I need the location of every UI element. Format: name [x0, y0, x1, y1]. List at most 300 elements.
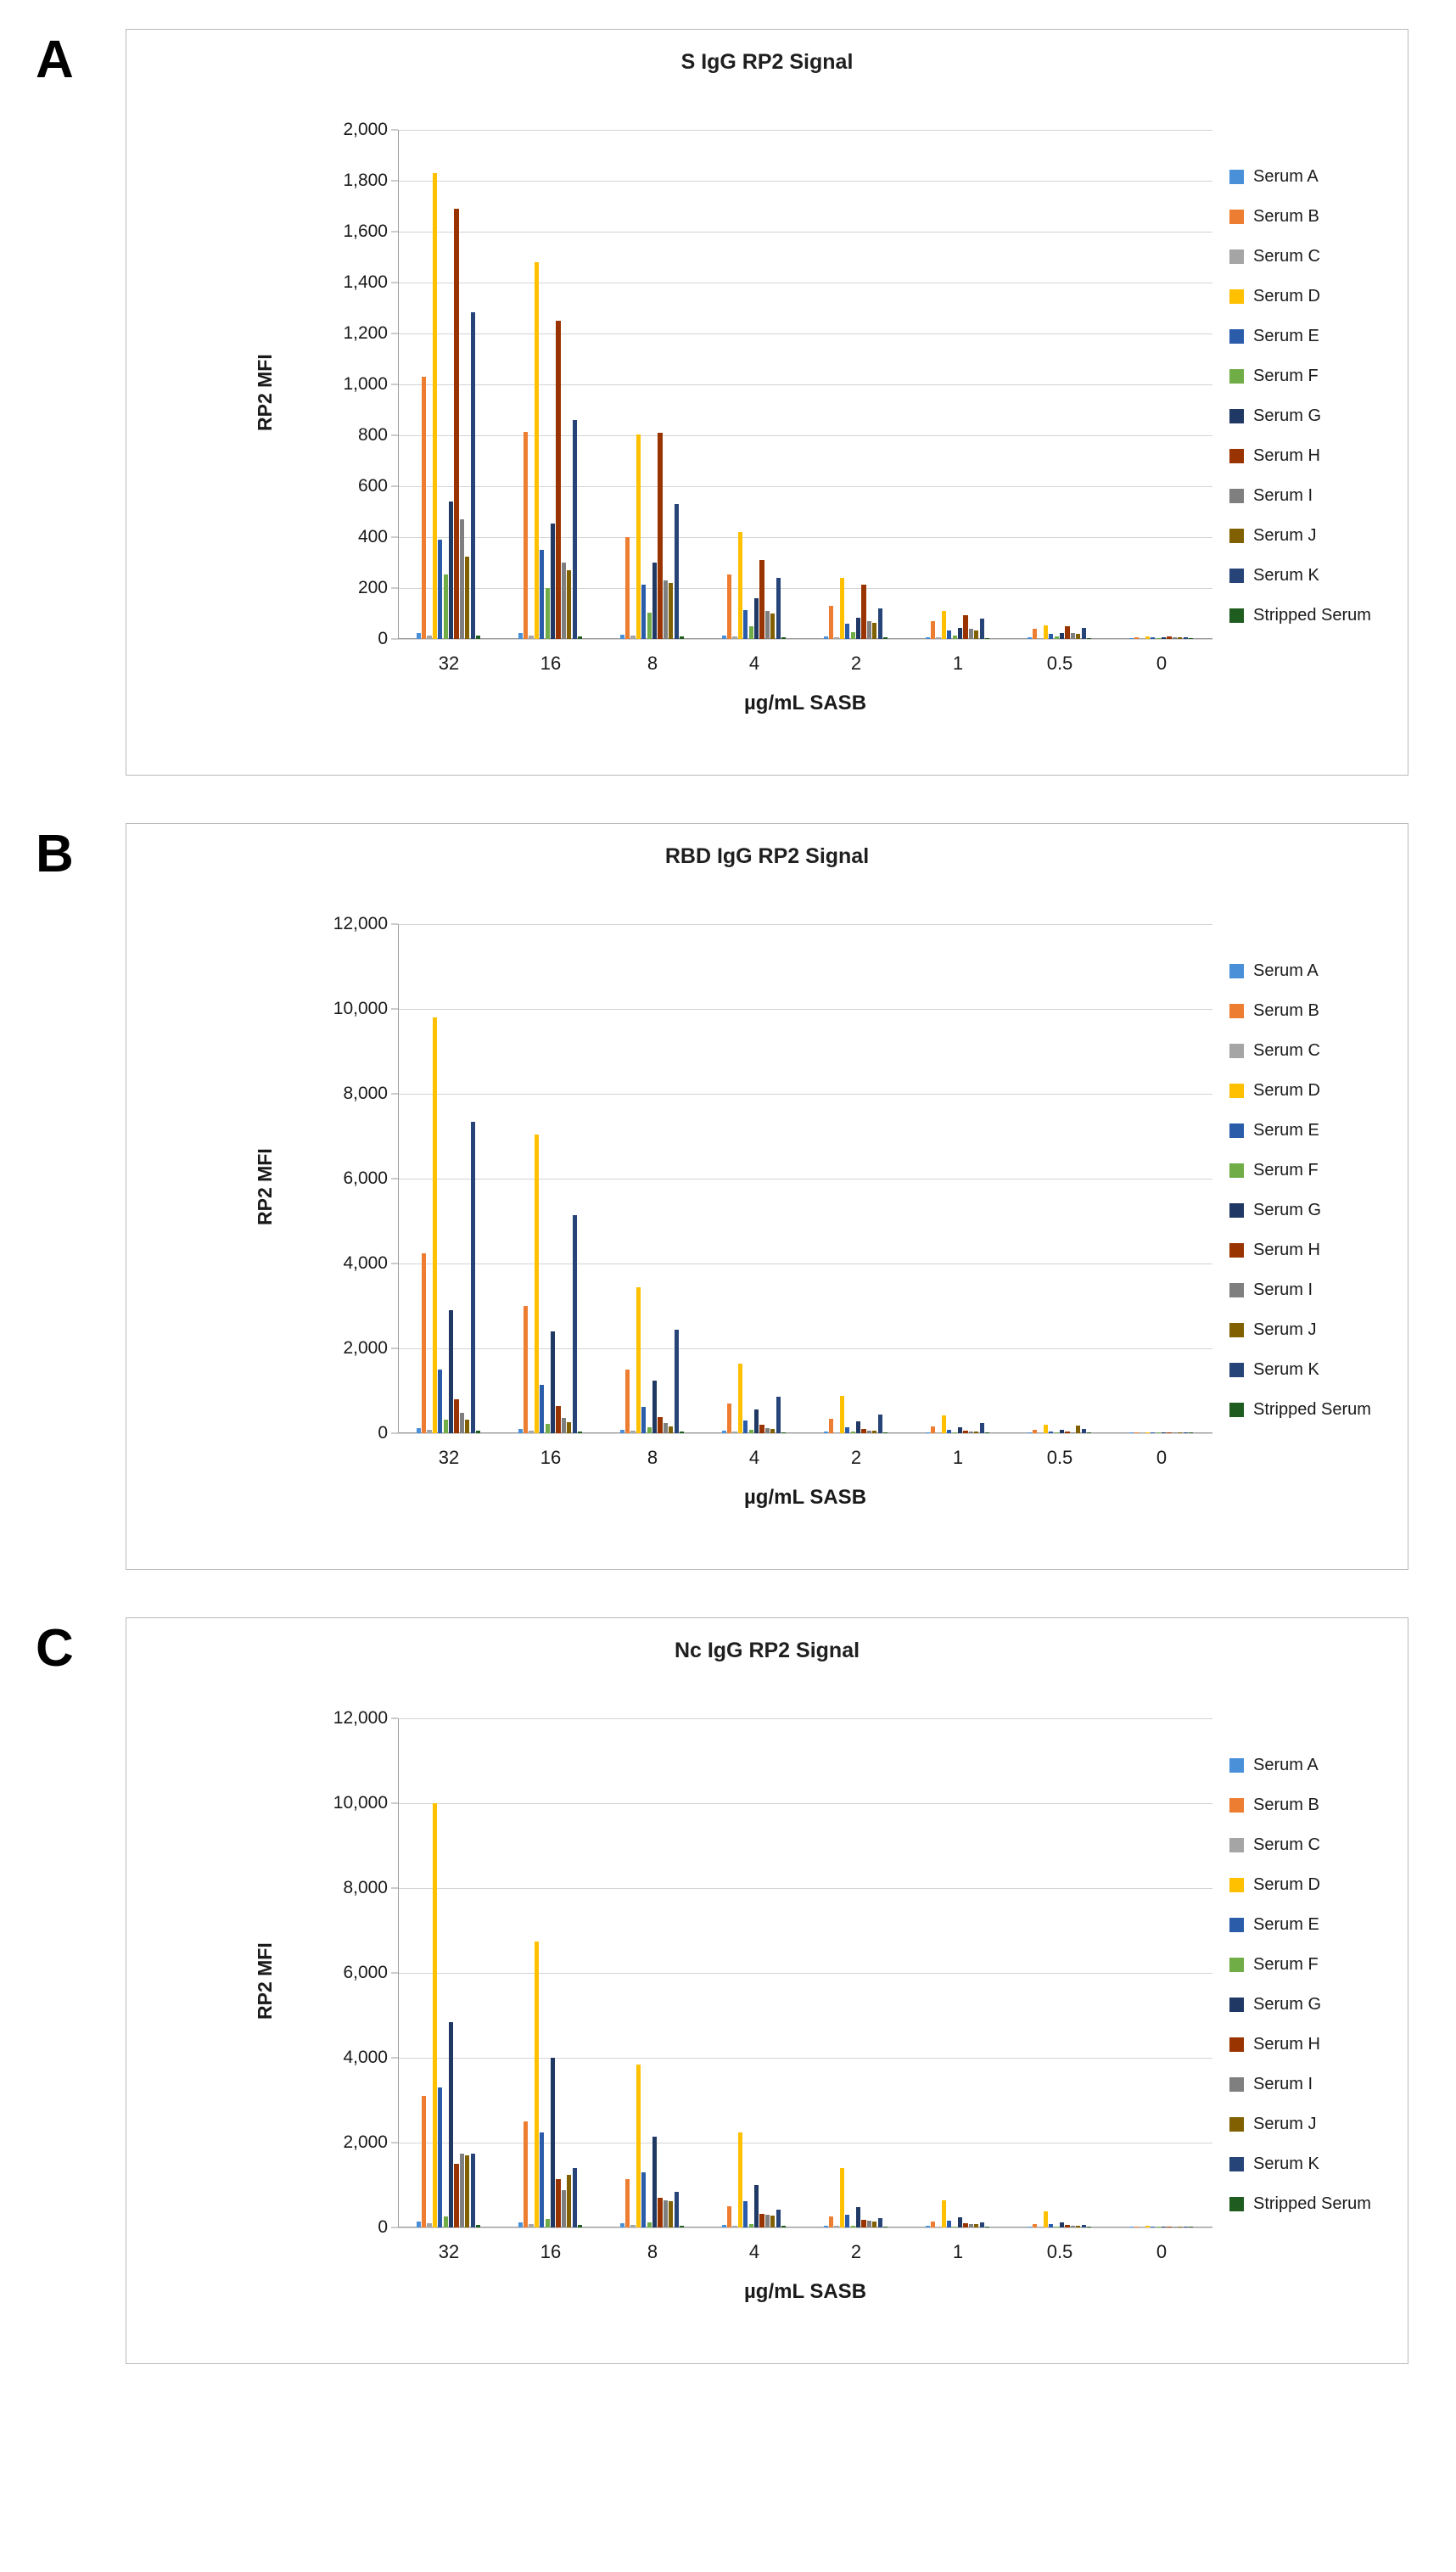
bar — [562, 2190, 566, 2227]
legend-swatch-icon — [1229, 1958, 1244, 1972]
x-tick-label: 2 — [850, 1447, 862, 1468]
bar — [1044, 2211, 1048, 2227]
y-tick-label: 10,000 — [333, 999, 388, 1018]
legend-item — [1229, 2025, 1399, 2065]
bar — [1076, 2226, 1080, 2227]
bar-group — [1111, 130, 1212, 674]
bar — [867, 621, 871, 639]
bar — [630, 2225, 635, 2228]
bar — [664, 1423, 668, 1433]
legend-item — [1229, 157, 1399, 197]
legend-label: Stripped Serum — [1253, 606, 1371, 625]
bar — [518, 1429, 523, 1433]
bar-group — [703, 1718, 805, 2262]
x-tick-label: 1 — [952, 1447, 964, 1468]
legend-label: Stripped Serum — [1253, 1400, 1371, 1419]
bar — [947, 630, 951, 640]
bar — [1151, 637, 1155, 639]
bar — [963, 2223, 967, 2227]
bar — [749, 626, 753, 639]
bar-group — [805, 130, 907, 674]
bar — [1060, 2222, 1064, 2227]
bar-group — [805, 1718, 907, 2262]
bar — [840, 1396, 844, 1433]
y-tick-label: 1,600 — [343, 221, 388, 241]
legend-item — [1229, 1745, 1399, 1785]
bar — [732, 636, 736, 639]
x-tick-label: 0.5 — [1046, 2241, 1073, 2262]
bar — [867, 2221, 871, 2227]
bar — [636, 1287, 641, 1434]
bar — [759, 560, 764, 639]
bar — [573, 1215, 577, 1434]
legend-swatch-icon — [1229, 608, 1244, 623]
bar — [652, 2137, 657, 2228]
bar — [1028, 1432, 1032, 1433]
legend-label: Serum K — [1253, 566, 1319, 585]
legend-item — [1229, 991, 1399, 1031]
bar — [851, 2226, 855, 2228]
bar — [680, 1432, 684, 1433]
x-tick-label: 4 — [748, 2241, 760, 2262]
x-tick-label: 32 — [438, 653, 460, 674]
bar — [845, 624, 849, 639]
bar — [680, 2226, 684, 2228]
bar — [738, 1364, 742, 1434]
x-tick-label: 16 — [540, 653, 562, 674]
bar-group — [1111, 1718, 1212, 2262]
bar — [958, 628, 962, 640]
legend-item — [1229, 436, 1399, 476]
legend-item — [1229, 476, 1399, 516]
bar — [417, 1428, 421, 1433]
y-tick-label: 400 — [357, 527, 388, 546]
bar — [958, 1427, 962, 1434]
bar — [1156, 638, 1161, 640]
bar — [765, 2215, 770, 2227]
bar-group — [1111, 924, 1212, 1468]
bar — [969, 2224, 973, 2228]
y-tick-label: 1,200 — [343, 323, 388, 343]
y-tick-label: 4,000 — [343, 2048, 388, 2067]
plot-area — [343, 120, 1212, 674]
bar — [743, 610, 748, 640]
bar — [851, 632, 855, 639]
legend-item — [1229, 951, 1399, 991]
bar — [969, 629, 973, 639]
bar — [1076, 1426, 1080, 1433]
y-tick-label: 800 — [357, 425, 388, 445]
bar-group — [602, 924, 703, 1468]
bar — [1038, 638, 1042, 640]
legend-item — [1229, 596, 1399, 636]
legend-swatch-icon — [1229, 964, 1244, 978]
bar — [878, 608, 882, 639]
bar — [551, 1331, 555, 1433]
x-tick-label: 2 — [850, 653, 862, 674]
legend-swatch-icon — [1229, 1878, 1244, 1892]
legend-item — [1229, 1310, 1399, 1350]
x-axis-title: µg/mL SASB — [743, 1486, 867, 1509]
bar — [658, 2198, 662, 2227]
legend-label: Serum H — [1253, 446, 1320, 465]
legend-label: Serum B — [1253, 1001, 1319, 1020]
legend-label: Serum D — [1253, 1875, 1320, 1894]
bar — [759, 1425, 764, 1433]
bar — [867, 1431, 871, 1434]
x-tick-label: 32 — [438, 1447, 460, 1468]
bar — [1156, 1432, 1161, 1433]
bar — [872, 1431, 876, 1433]
legend-item — [1229, 2065, 1399, 2104]
legend-swatch-icon — [1229, 409, 1244, 423]
bar — [947, 1430, 951, 1434]
legend-label: Serum H — [1253, 2035, 1320, 2054]
legend-item — [1229, 356, 1399, 396]
legend-swatch-icon — [1229, 1163, 1244, 1178]
x-tick-label: 8 — [647, 1447, 658, 1468]
bar — [1044, 625, 1048, 640]
legend-label: Stripped Serum — [1253, 2194, 1371, 2213]
y-tick-label: 10,000 — [333, 1793, 388, 1813]
legend-swatch-icon — [1229, 2037, 1244, 2052]
plot-area — [333, 914, 1212, 1468]
bar — [878, 2218, 882, 2227]
chart-title: S IgG RP2 Signal — [680, 50, 854, 74]
bar-group — [703, 924, 805, 1468]
y-axis-title: RP2 MFI — [254, 1148, 276, 1225]
plot-area — [333, 1708, 1212, 2262]
legend-label: Serum I — [1253, 486, 1313, 505]
bar — [675, 504, 679, 639]
bar — [974, 2224, 978, 2227]
legend-swatch-icon — [1229, 1004, 1244, 1018]
legend-label: Serum E — [1253, 1121, 1319, 1140]
bar — [727, 1404, 731, 1433]
bar — [567, 2175, 571, 2228]
bar — [1071, 2226, 1075, 2228]
bar — [1038, 1432, 1042, 1433]
bar — [444, 574, 448, 640]
bar — [781, 2226, 786, 2227]
bar — [1184, 1432, 1188, 1433]
bar-group — [703, 130, 805, 674]
bar-group — [398, 1718, 500, 2262]
bar — [551, 524, 555, 640]
bar — [1082, 2225, 1086, 2228]
legend-swatch-icon — [1229, 1323, 1244, 1337]
bar — [460, 2154, 464, 2228]
bar — [630, 636, 635, 639]
bar — [754, 2185, 759, 2227]
bar — [1028, 637, 1032, 639]
bar — [449, 502, 453, 639]
legend-label: Serum F — [1253, 1161, 1319, 1180]
bar — [926, 1432, 930, 1434]
y-tick-label: 4,000 — [343, 1253, 388, 1273]
bar — [931, 2222, 935, 2227]
bar — [727, 574, 731, 640]
bar-group — [398, 924, 500, 1468]
bar — [535, 1942, 539, 2228]
bar — [647, 613, 652, 640]
legend-swatch-icon — [1229, 1998, 1244, 2012]
bar — [738, 532, 742, 639]
bar — [422, 377, 426, 639]
legend-label: Serum D — [1253, 1081, 1320, 1100]
bar — [963, 1431, 967, 1433]
bar — [1189, 638, 1193, 639]
bar — [675, 1330, 679, 1434]
bar-group — [805, 924, 907, 1468]
legend-label: Serum C — [1253, 1041, 1320, 1060]
bar — [664, 580, 668, 639]
legend-item — [1229, 1865, 1399, 1905]
legend-swatch-icon — [1229, 1084, 1244, 1098]
bar — [942, 2200, 946, 2228]
bar — [861, 1429, 865, 1434]
bar — [1033, 2224, 1037, 2227]
legend-swatch-icon — [1229, 1243, 1244, 1258]
bar — [878, 1415, 882, 1434]
bar — [556, 2179, 560, 2228]
bar — [573, 2168, 577, 2227]
bar — [476, 636, 480, 639]
y-tick-label: 8,000 — [343, 1084, 388, 1103]
y-tick-label: 200 — [357, 578, 388, 597]
x-tick-label: 0.5 — [1046, 1447, 1073, 1468]
bar — [620, 635, 624, 639]
legend-label: Serum A — [1253, 167, 1319, 186]
chart-title: Nc IgG RP2 Signal — [674, 1639, 860, 1662]
grid-line — [398, 1433, 1212, 1434]
y-tick-label: 12,000 — [333, 914, 388, 933]
bar — [936, 1432, 940, 1433]
legend-swatch-icon — [1229, 2197, 1244, 2211]
legend-label: Serum J — [1253, 526, 1317, 545]
legend-item — [1229, 516, 1399, 556]
bar — [722, 2225, 726, 2228]
legend-item — [1229, 1905, 1399, 1945]
bar — [669, 2201, 673, 2227]
bar — [1145, 2226, 1150, 2227]
y-tick-label: 0 — [378, 2217, 388, 2237]
grid-line — [398, 639, 1212, 640]
legend-swatch-icon — [1229, 1918, 1244, 1932]
legend-label: Serum A — [1253, 961, 1319, 980]
legend-item — [1229, 1031, 1399, 1071]
legend-swatch-icon — [1229, 289, 1244, 304]
bar-group — [500, 130, 602, 674]
bar — [658, 433, 662, 639]
legend-item — [1229, 396, 1399, 436]
bar — [438, 2087, 442, 2227]
bar — [422, 1253, 426, 1434]
legend-label: Serum E — [1253, 1915, 1319, 1934]
legend-item — [1229, 1945, 1399, 1985]
bar — [743, 1420, 748, 1433]
legend-swatch-icon — [1229, 1798, 1244, 1813]
legend-swatch-icon — [1229, 1123, 1244, 1138]
bar — [669, 1426, 673, 1434]
bar-group — [1009, 130, 1111, 674]
bar — [861, 2220, 865, 2227]
bar — [770, 1429, 775, 1433]
y-tick-label: 6,000 — [343, 1168, 388, 1188]
legend-label: Serum B — [1253, 207, 1319, 226]
legend-label: Serum J — [1253, 1320, 1317, 1339]
bar — [652, 1381, 657, 1434]
chart-title: RBD IgG RP2 Signal — [664, 844, 870, 868]
bar — [754, 598, 759, 639]
legend-label: Serum G — [1253, 1995, 1322, 2014]
bar — [1071, 1432, 1075, 1433]
legend-label: Serum C — [1253, 247, 1320, 266]
y-tick-label: 1,800 — [343, 171, 388, 190]
bar — [1173, 637, 1177, 639]
bar — [947, 2221, 951, 2227]
legend-label: Serum A — [1253, 1756, 1319, 1774]
bar — [851, 1432, 855, 1434]
bar — [845, 1427, 849, 1434]
bar — [636, 434, 641, 640]
bar — [444, 1420, 448, 1433]
bar — [625, 537, 630, 639]
legend-swatch-icon — [1229, 1283, 1244, 1297]
legend-swatch-icon — [1229, 529, 1244, 543]
bar-group — [602, 1718, 703, 2262]
y-tick-label: 2,000 — [343, 120, 388, 139]
bar — [872, 623, 876, 639]
bar — [942, 1415, 946, 1433]
legend-item — [1229, 277, 1399, 317]
bar — [829, 1419, 833, 1434]
y-tick-label: 1,000 — [343, 374, 388, 394]
bar — [524, 1306, 528, 1433]
bar — [749, 1430, 753, 1433]
bar — [861, 585, 865, 640]
bar — [1167, 636, 1171, 639]
legend-swatch-icon — [1229, 1758, 1244, 1773]
x-tick-label: 8 — [647, 653, 658, 674]
legend-label: Serum B — [1253, 1796, 1319, 1814]
legend-item — [1229, 1825, 1399, 1865]
bar — [743, 2201, 748, 2227]
legend-item — [1229, 1191, 1399, 1230]
legend-swatch-icon — [1229, 569, 1244, 583]
x-tick-label: 8 — [647, 2241, 658, 2262]
bar — [641, 585, 646, 640]
x-tick-label: 0 — [1156, 1447, 1168, 1468]
legend-swatch-icon — [1229, 1363, 1244, 1377]
legend-label: Serum G — [1253, 1201, 1322, 1219]
legend-label: Serum I — [1253, 1280, 1313, 1299]
x-tick-label: 16 — [540, 1447, 562, 1468]
bar — [476, 2225, 480, 2228]
legend-item — [1229, 2104, 1399, 2144]
bar — [669, 583, 673, 639]
bar — [856, 2207, 860, 2227]
legend-label: Serum J — [1253, 2115, 1317, 2133]
bar — [556, 1406, 560, 1433]
bar — [625, 1370, 630, 1433]
x-tick-label: 1 — [952, 2241, 964, 2262]
bar — [727, 2206, 731, 2227]
bar — [759, 2214, 764, 2228]
y-axis-title: RP2 MFI — [254, 1942, 276, 2020]
bar — [1167, 1432, 1171, 1433]
bar — [652, 563, 657, 639]
legend-item — [1229, 1230, 1399, 1270]
bar-group — [1009, 1718, 1111, 2262]
bar — [1049, 634, 1053, 639]
bar — [1087, 1432, 1091, 1433]
bar — [776, 1397, 781, 1433]
bar — [578, 1432, 582, 1434]
bar-group — [907, 130, 1009, 674]
x-tick-label: 0 — [1156, 2241, 1168, 2262]
bar — [856, 618, 860, 640]
bar — [578, 2225, 582, 2227]
bar — [834, 2226, 838, 2227]
bar — [1140, 638, 1144, 639]
bar — [834, 637, 838, 639]
bar — [931, 1426, 935, 1433]
bar — [738, 2132, 742, 2228]
bar — [776, 578, 781, 639]
legend-item — [1229, 1785, 1399, 1825]
bar — [1129, 638, 1134, 640]
chart-frame — [126, 29, 1408, 776]
chart-panel-a — [34, 29, 1422, 776]
bar — [465, 557, 469, 640]
chart-legend — [1229, 951, 1399, 1430]
x-tick-label: 16 — [540, 2241, 562, 2262]
bar — [578, 636, 582, 639]
bar — [427, 1430, 431, 1434]
bar — [449, 1310, 453, 1433]
bar — [974, 1432, 978, 1433]
bar — [1129, 1432, 1134, 1433]
bar — [749, 2224, 753, 2227]
bar-group — [907, 1718, 1009, 2262]
bar — [1173, 1432, 1177, 1433]
bar — [620, 1430, 624, 1433]
chart-panel-c — [34, 1617, 1422, 2364]
bar — [573, 420, 577, 639]
y-tick-label: 8,000 — [343, 1878, 388, 1897]
bar — [953, 1432, 957, 1434]
bar — [1145, 636, 1150, 639]
bar — [427, 636, 431, 640]
bar — [1033, 1430, 1037, 1434]
legend-item — [1229, 1111, 1399, 1151]
bar-group — [907, 924, 1009, 1468]
bar — [1082, 628, 1086, 640]
bar — [433, 1803, 437, 2227]
bar — [942, 611, 946, 639]
bar — [1055, 636, 1059, 639]
bar — [518, 633, 523, 639]
bar — [518, 2222, 523, 2227]
y-tick-label: 12,000 — [333, 1708, 388, 1728]
bar — [417, 633, 421, 640]
bar — [926, 637, 930, 639]
bar — [641, 1407, 646, 1433]
bar — [980, 2222, 984, 2227]
bar — [980, 619, 984, 639]
bar — [834, 1432, 838, 1434]
